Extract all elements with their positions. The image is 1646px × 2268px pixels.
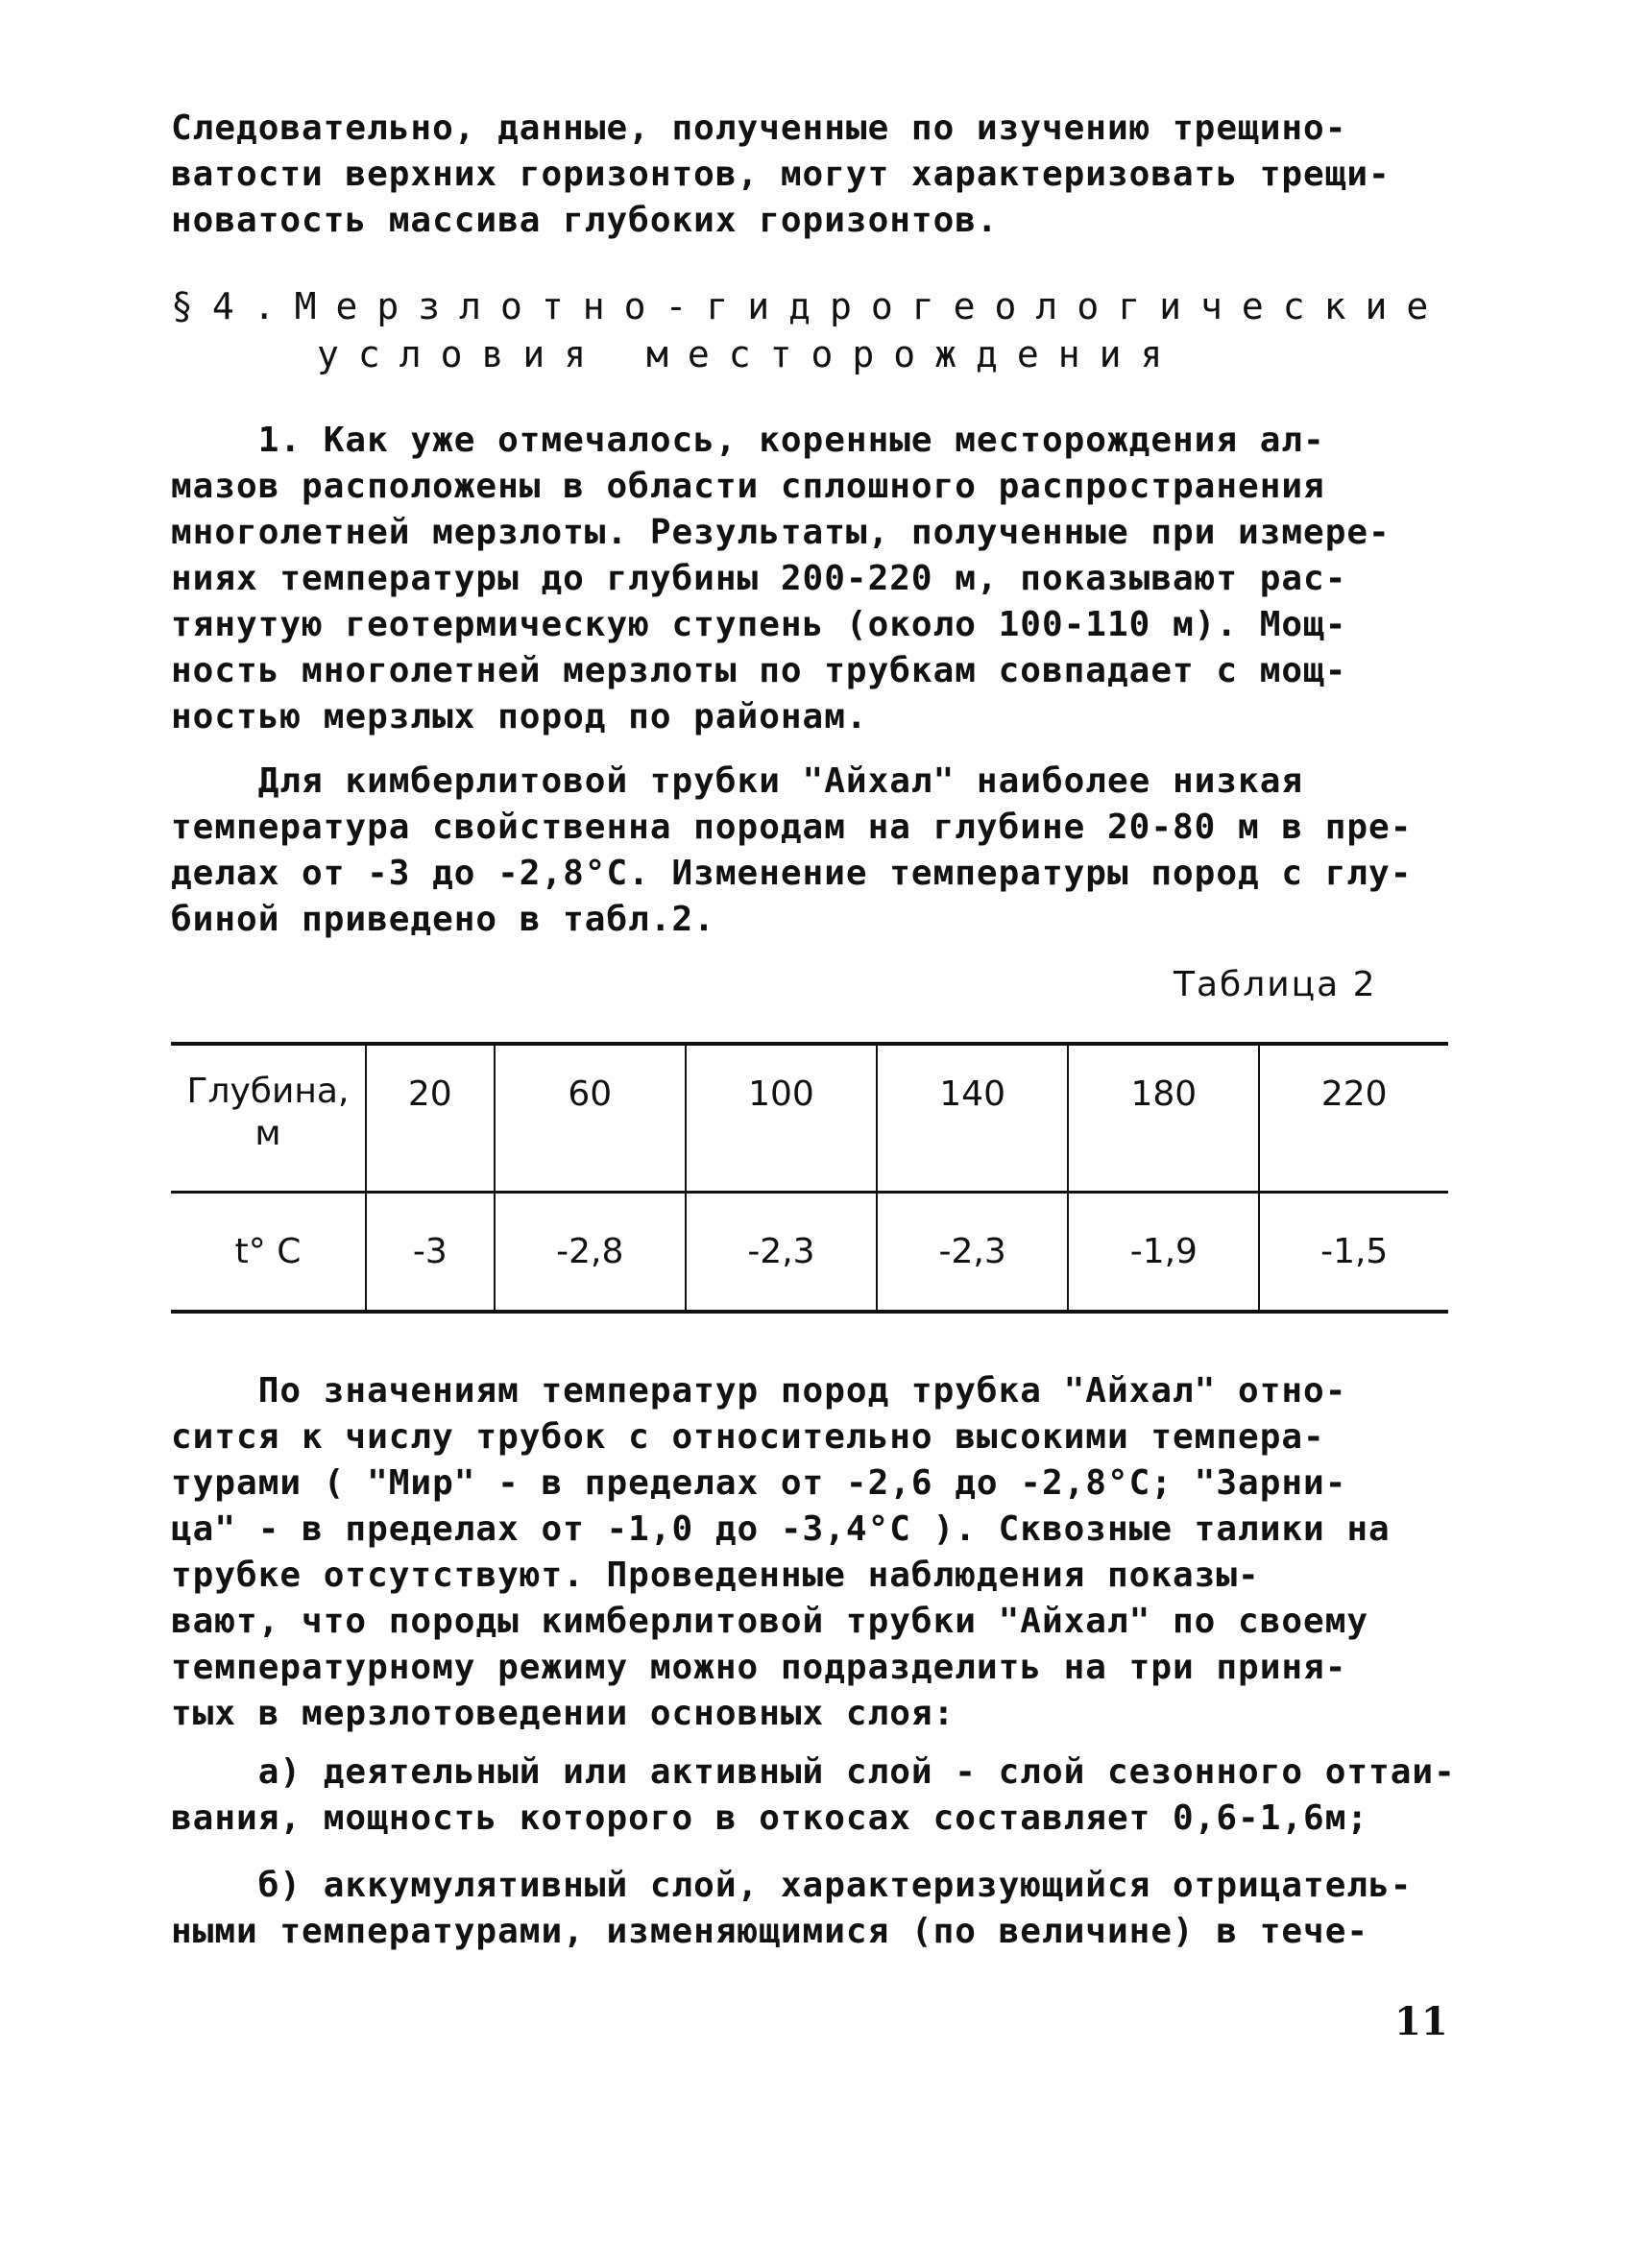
table-row-temperature xyxy=(171,1193,1448,1313)
text-line: делах от -3 до -2,8°C. Изменение температуры пород с глу- xyxy=(171,854,1413,893)
text-line: ниях температуры до глубины 200-220 м, показывают рас- xyxy=(171,559,1347,598)
table-cell-temperature: -1,9 xyxy=(1068,1193,1259,1313)
text-line: трубке отсутствуют. Проведенные наблюдения показы- xyxy=(171,1556,1260,1595)
text-line: б) аккумулятивный слой, характеризующийся отрицатель- xyxy=(171,1866,1413,1905)
text-line: температурному режиму можно подразделить на три приня- xyxy=(171,1648,1347,1687)
temperature-table xyxy=(171,1042,1448,1314)
text-line: ными температурами, изменяющимися (по величине) в тече- xyxy=(171,1912,1369,1951)
table-caption: Таблица 2 xyxy=(1174,965,1377,1004)
list-item-accumulative-layer xyxy=(171,1863,1458,1955)
text-line: ностью мерзлых пород по районам. xyxy=(171,697,868,736)
table-cell-depth: 220 xyxy=(1259,1044,1448,1193)
text-line: вания, мощность которого в откосах составляет 0,6-1,6м; xyxy=(171,1798,1369,1838)
paragraph-permafrost xyxy=(171,418,1458,740)
text-line: тянутую геотермическую ступень (около 100-110 м). Мощ- xyxy=(171,605,1347,644)
table-header-temperature: t° C xyxy=(171,1193,366,1313)
text-line: По значениям температур пород трубка "Айхал" отно- xyxy=(171,1371,1347,1411)
table-cell-temperature: -2,3 xyxy=(877,1193,1068,1313)
table-cell-depth: 180 xyxy=(1068,1044,1259,1193)
text-line: Для кимберлитовой трубки "Айхал" наиболее низкая xyxy=(171,761,1304,801)
table-cell-depth: 20 xyxy=(366,1044,495,1193)
text-line: ность многолетней мерзлоты по трубкам совпадает с мощ- xyxy=(171,651,1347,690)
text-line: тых в мерзлотоведении основных слоя: xyxy=(171,1694,956,1733)
table-cell-temperature: -3 xyxy=(366,1193,495,1313)
table-cell-depth: 140 xyxy=(877,1044,1068,1193)
text-line: мазов расположены в области сплошного распространения xyxy=(171,467,1325,506)
page-number: 11 xyxy=(1394,1999,1448,2044)
table-cell-temperature: -2,8 xyxy=(495,1193,686,1313)
text-line: а) деятельный или активный слой - слой сезонного оттаи- xyxy=(171,1752,1456,1792)
table-cell-depth: 100 xyxy=(686,1044,877,1193)
text-line: температура свойственна породам на глубине 20-80 м в пре- xyxy=(171,808,1413,847)
text-line: вают, что породы кимберлитовой трубки "Айхал" по своему xyxy=(171,1602,1369,1641)
list-item-active-layer xyxy=(171,1749,1458,1842)
paragraph-temperature-regime xyxy=(171,1368,1458,1737)
table-cell-temperature: -2,3 xyxy=(686,1193,877,1313)
table-cell-depth: 60 xyxy=(495,1044,686,1193)
section-heading-line1: §4.Мерзлотно-гидрогеологические xyxy=(171,285,1448,327)
text-line: новатость массива глубоких горизонтов. xyxy=(171,201,999,240)
paragraph-aikhal xyxy=(171,759,1458,943)
section-heading-line2: условия месторождения xyxy=(317,333,1182,375)
text-line: Следовательно, данные, полученные по изучению трещино- xyxy=(171,109,1347,148)
text-line: биной приведено в табл.2. xyxy=(171,900,715,939)
text-line: сится к числу трубок с относительно высокими темпера- xyxy=(171,1417,1325,1457)
table-header-depth: Глубина, м xyxy=(171,1044,366,1193)
text-line: многолетней мерзлоты. Результаты, полученные при измере- xyxy=(171,513,1391,552)
intro-paragraph xyxy=(171,106,1458,244)
table-cell-temperature: -1,5 xyxy=(1259,1193,1448,1313)
table-row-depth xyxy=(171,1044,1448,1193)
text-line: 1. Как уже отмечалось, коренные месторождения ал- xyxy=(171,421,1325,460)
text-line: ватости верхних горизонтов, могут характеризовать трещи- xyxy=(171,155,1391,194)
text-line: ца" - в пределах от -1,0 до -3,4°С ). Сквозные талики на xyxy=(171,1509,1391,1549)
text-line: турами ( "Мир" - в пределах от -2,6 до -2,8°С; "Зарни- xyxy=(171,1463,1347,1503)
